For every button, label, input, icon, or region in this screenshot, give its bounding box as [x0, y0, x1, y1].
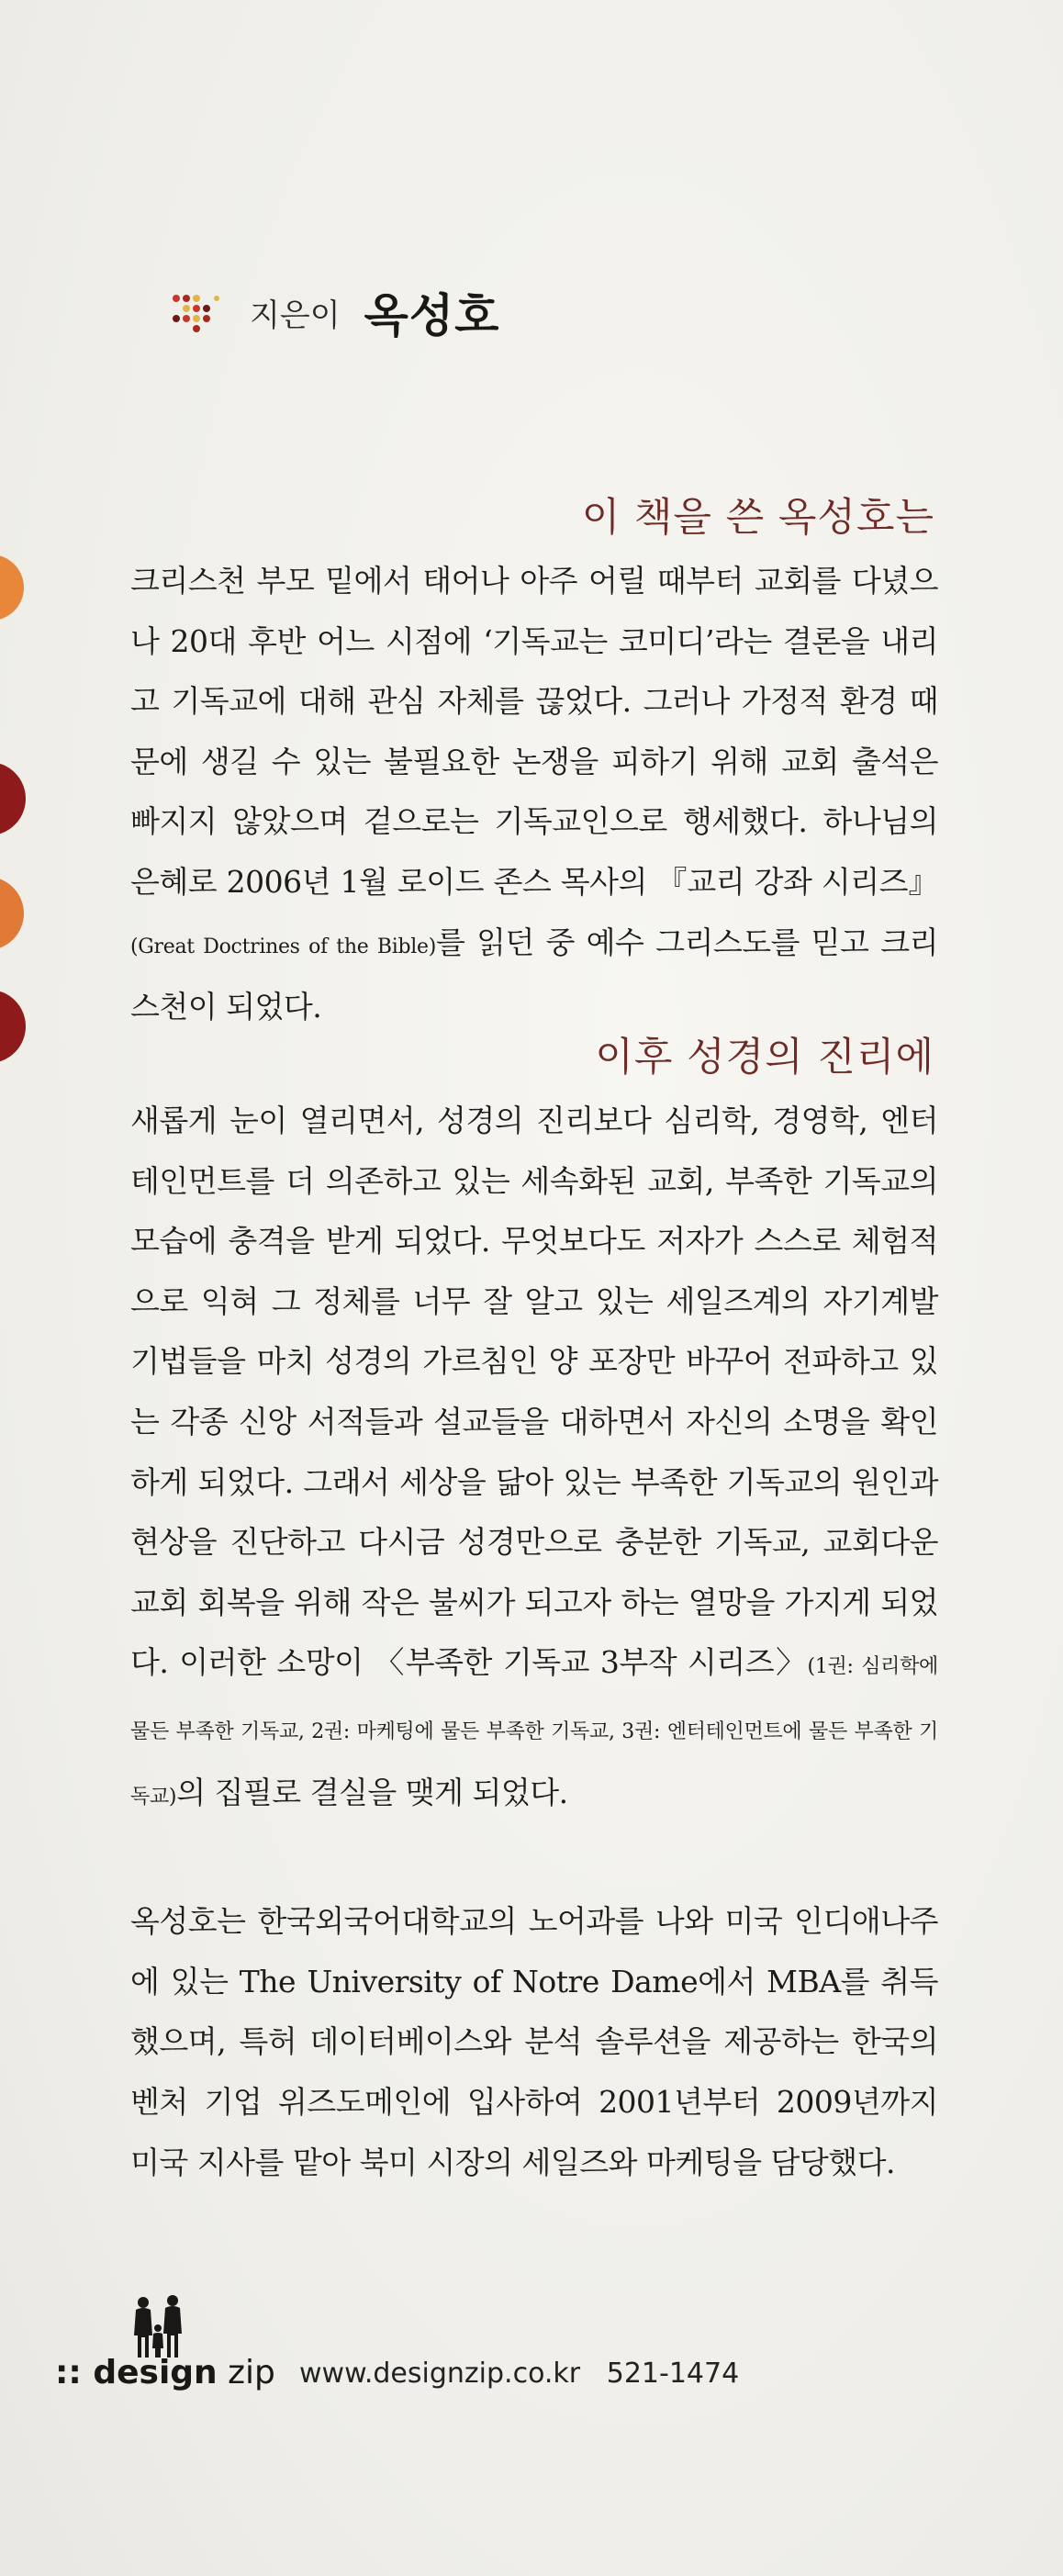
decorative-edge-circles	[0, 0, 55, 1102]
author-label: 지은이	[250, 297, 341, 334]
paragraph: 새롭게 눈이 열리면서, 성경의 진리보다 심리학, 경영학, 엔터테인먼트를 더 의존하고 있는 세속화된 교회, 부족한 기독교의 모습에 충격을 받게 되었다. 무엇보다도 저자가 스스로 체험적으로 익혀 그 정체를 너무 잘 알고 있는 세일즈계의 자기계발 기법들을 마치 성경의 가르침인 양 포장만 바꾸어 전파하고 있는 각종 신앙 서적들과 설교들을 대하면서 자신의 소명을 확인하게 되었다. 그래서 세상을 닮아 있는 부족한 기독교의 원인과 현상을 진단하고 다시금 성경만으로 충분한 기독교, 교회다운 교회 회복을 위해 작은 불씨가 되고자 하는 열망을 가지게 되었다. 이러한 소망이 〈부족한 기독교 3부작 시리즈〉(1권: 심리학에 물든 부족한 기독교, 2권: 마케팅에 물든 부족한 기독교, 3권: 엔터테인먼트에 물든 부족한 기독교)의 집필로 결실을 맺게 되었다.	[130, 1103, 938, 1810]
publisher-brand: :: design zip	[55, 2354, 275, 2391]
red-circle-1	[0, 762, 26, 835]
section-2-body	[130, 1091, 938, 2192]
website-text: www.designzip.co.kr	[299, 2358, 581, 2390]
section-1-body	[130, 551, 938, 1037]
section-heading-2: 이후 성경의 진리에	[595, 1035, 934, 1081]
red-circle-2	[0, 990, 26, 1063]
paragraph: 크리스천 부모 밑에서 태어나 아주 어릴 때부터 교회를 다녔으나 20대 후반 어느 시점에 ‘기독교는 코미디’라는 결론을 내리고 기독교에 대해 관심 자체를 끊었다. 그러나 가정적 환경 때문에 생길 수 있는 불필요한 논쟁을 피하기 위해 교회 출석은 빠지지 않았으며 겉으로는 기독교인으로 행세했다. 하나님의 은혜로 2006년 1월 로이드 존스 목사의 『교리 강좌 시리즈』(Great Doctrines of the Bible)를 읽던 중 예수 그리스도를 믿고 크리스천이 되었다.	[130, 563, 938, 1025]
orange-circle-2	[0, 877, 24, 950]
publisher-contact	[299, 2358, 739, 2390]
publisher-footer	[55, 2295, 973, 2405]
section-heading-1: 이 책을 쓴 옥성호는	[581, 495, 934, 541]
dot-cluster-icon	[171, 291, 224, 333]
author-name: 옥성호	[364, 289, 500, 342]
orange-circle-1	[0, 554, 24, 621]
paragraph: 옥성호는 한국외국어대학교의 노어과를 나와 미국 인디애나주에 있는 The University of Notre Dame에서 MBA를 취득했으며, 특허 데이터베이스와 분석 솔루션을 제공하는 한국의 벤처 기업 위즈도메인에 입사하여 2001년부터 2009년까지 미국 지사를 맡아 북미 시장의 세일즈와 마케팅을 담당했다.	[130, 1903, 938, 2180]
family-logo-icon	[127, 2295, 191, 2359]
phone-text: 521-1474	[606, 2358, 740, 2390]
author-header	[171, 279, 499, 345]
